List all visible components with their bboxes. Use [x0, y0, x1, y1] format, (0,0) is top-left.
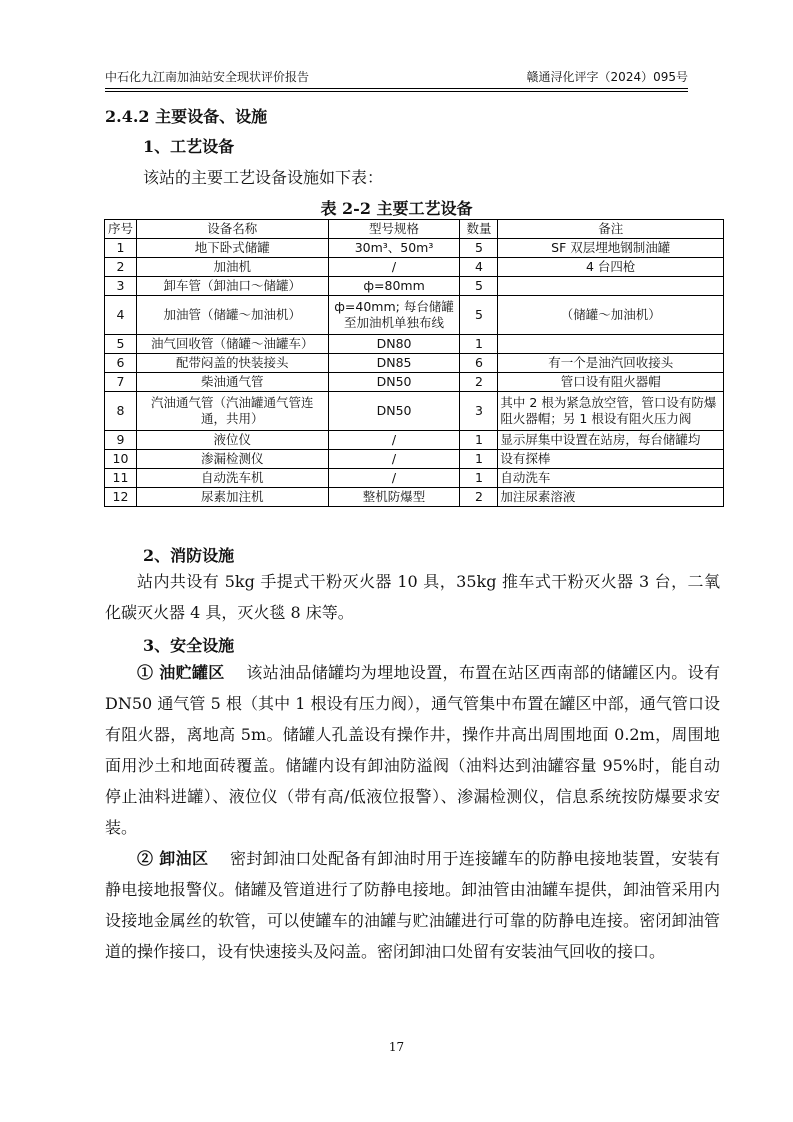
cell: 尿素加注机: [136, 488, 328, 507]
table-row: [105, 277, 724, 296]
cell: 1: [460, 335, 498, 354]
cell: （储罐～加油机）: [498, 296, 724, 335]
cell: DN50: [328, 392, 460, 431]
equipment-table: [104, 219, 724, 507]
cell: 5: [460, 239, 498, 258]
label-unloading-area: ② 卸油区: [137, 849, 209, 868]
cell: 5: [460, 277, 498, 296]
header-divider: [105, 91, 688, 92]
paragraph-unloading-area: [105, 843, 720, 967]
cell: 4: [460, 258, 498, 277]
cell: 柴油通气管: [136, 373, 328, 392]
cell: 加油管（储罐～加油机）: [136, 296, 328, 335]
cell: 7: [105, 373, 137, 392]
table-row: [105, 296, 724, 335]
cell: 3: [105, 277, 137, 296]
cell: /: [328, 469, 460, 488]
cell: 加油机: [136, 258, 328, 277]
cell: 自动洗车机: [136, 469, 328, 488]
subsection-fire-facilities: 2、消防设施: [143, 546, 235, 565]
cell: 显示屏集中设置在站房，每台储罐均: [498, 431, 724, 450]
cell: 5: [460, 296, 498, 335]
cell: 30m³、50m³: [328, 239, 460, 258]
cell: 液位仪: [136, 431, 328, 450]
text-unloading-area: 密封卸油口处配备有卸油时用于连接罐车的防静电接地装置，安装有静电接地报警仪。储罐及管道进行了防静电接地。卸油管由油罐车提供，卸油管采用内设接地金属丝的软管，可以使罐车的油罐与贮油罐进行可靠的防静电连接。密闭卸油管道的操作接口，设有快速接头及闷盖。密闭卸油口处留有安装油气回收的接口。: [105, 849, 720, 961]
header-cell-qty: 数量: [460, 220, 498, 239]
table-row: [105, 469, 724, 488]
label-oil-tank-area: ① 油贮罐区: [137, 663, 225, 682]
page-header: [105, 68, 688, 89]
cell: [498, 277, 724, 296]
table-row: [105, 258, 724, 277]
table-header-row: [105, 220, 724, 239]
cell: 自动洗车: [498, 469, 724, 488]
cell: 有一个是油汽回收接头: [498, 354, 724, 373]
cell: /: [328, 258, 460, 277]
cell: 2: [105, 258, 137, 277]
cell: 渗漏检测仪: [136, 450, 328, 469]
cell: 11: [105, 469, 137, 488]
header-left-title: 中石化九江南加油站安全现状评价报告: [105, 70, 310, 84]
page-number: 17: [388, 1040, 405, 1054]
cell: 1: [460, 450, 498, 469]
cell: 6: [105, 354, 137, 373]
cell: 配带闷盖的快装接头: [136, 354, 328, 373]
intro-text: 该站的主要工艺设备设施如下表：: [143, 168, 384, 187]
table-row: [105, 335, 724, 354]
text-oil-tank-area: 该站油品储罐均为埋地设置，布置在站区西南部的储罐区内。设有 DN50 通气管 5 根（其中 1 根设有压力阀），通气管集中布置在罐区中部，通气管口设有阻火器，离地高 5m。储罐人孔盖设有操作井，操作井高出周围地面 0.2m，周围地面用沙土和地面砖覆盖。储罐内设有卸油防溢阀（油料达到油罐容量 95%时，能自动停止油料进罐）、液位仪（带有高/低液位报警）、渗漏检测仪，信息系统按防爆要求安装。: [105, 663, 720, 837]
cell: ф=80mm: [328, 277, 460, 296]
cell: 5: [105, 335, 137, 354]
table-row: [105, 450, 724, 469]
table-row: [105, 354, 724, 373]
table-row: [105, 239, 724, 258]
header-cell-index: 序号: [105, 220, 137, 239]
paragraph-oil-tank-area: [105, 657, 720, 843]
cell: 9: [105, 431, 137, 450]
cell: SF 双层埋地钢制油罐: [498, 239, 724, 258]
cell: 卸车管（卸油口～储罐）: [136, 277, 328, 296]
cell: 1: [460, 431, 498, 450]
cell: ф=40mm; 每台储罐至加油机单独布线: [328, 296, 460, 335]
cell: 8: [105, 392, 137, 431]
cell: 10: [105, 450, 137, 469]
header-report-number: 赣通浔化评字（2024）095号: [526, 70, 688, 84]
cell: 管口设有阻火器帽: [498, 373, 724, 392]
fire-facilities-text: 站内共设有 5kg 手提式干粉灭火器 10 具，35kg 推车式干粉灭火器 3 台，二氧化碳灭火器 4 具，灭火毯 8 床等。: [105, 572, 720, 622]
cell: 地下卧式储罐: [136, 239, 328, 258]
table-row: [105, 373, 724, 392]
cell: DN85: [328, 354, 460, 373]
cell: 2: [460, 488, 498, 507]
cell: DN50: [328, 373, 460, 392]
cell: /: [328, 431, 460, 450]
cell: 6: [460, 354, 498, 373]
header-cell-spec: 型号规格: [328, 220, 460, 239]
cell: 整机防爆型: [328, 488, 460, 507]
subsection-safety-facilities: 3、安全设施: [143, 636, 235, 655]
header-cell-note: 备注: [498, 220, 724, 239]
table-row: [105, 392, 724, 431]
table-row: [105, 431, 724, 450]
cell: 油气回收管（储罐～油罐车）: [136, 335, 328, 354]
cell: 其中 2 根为紧急放空管，管口设有防爆阻火器帽；另 1 根设有阻火压力阀: [498, 392, 724, 431]
header-cell-name: 设备名称: [136, 220, 328, 239]
cell: 1: [105, 239, 137, 258]
cell: 4 台四枪: [498, 258, 724, 277]
section-title: 2.4.2 主要设备、设施: [105, 107, 268, 126]
table-row: [105, 488, 724, 507]
cell: 加注尿素溶液: [498, 488, 724, 507]
cell: 3: [460, 392, 498, 431]
cell: 汽油通气管（汽油罐通气管连通，共用）: [136, 392, 328, 431]
subsection-process-equipment: 1、工艺设备: [143, 137, 235, 156]
cell: 1: [460, 469, 498, 488]
cell: 4: [105, 296, 137, 335]
cell: 2: [460, 373, 498, 392]
cell: DN80: [328, 335, 460, 354]
cell: 12: [105, 488, 137, 507]
cell: 设有探棒: [498, 450, 724, 469]
cell: /: [328, 450, 460, 469]
table-caption: 表 2-2 主要工艺设备: [320, 199, 473, 218]
cell: [498, 335, 724, 354]
